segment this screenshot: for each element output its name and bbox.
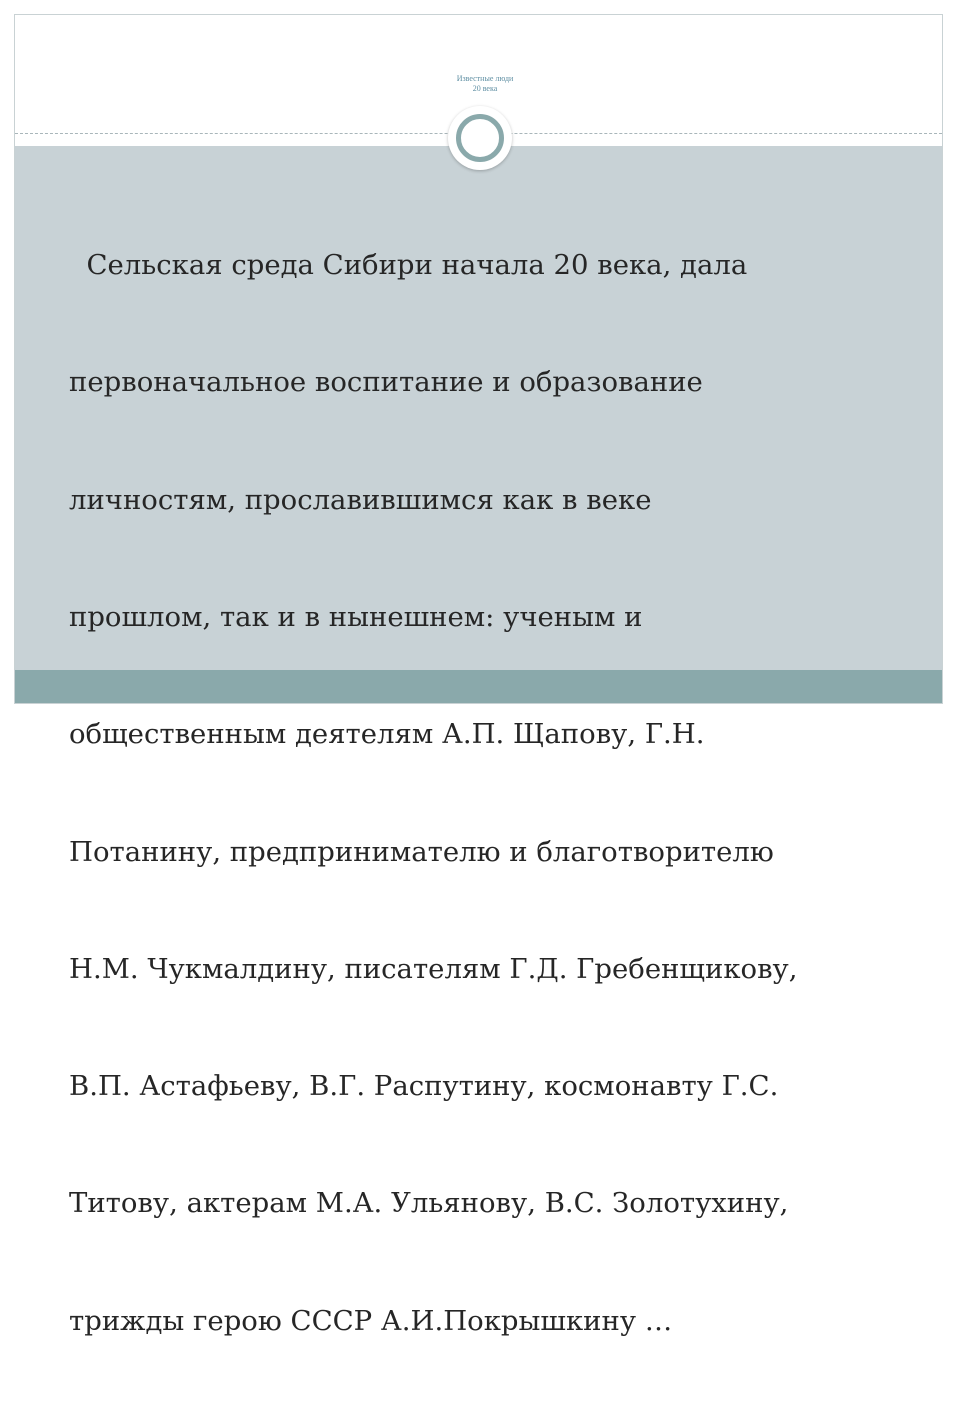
body-line: Н.М. Чукмалдину, писателям Г.Д. Гребенщикову, — [69, 952, 798, 985]
body-line: Потанину, предпринимателю и благотворителю — [69, 835, 774, 868]
body-line: личностям, прославившимся как в веке — [69, 483, 652, 516]
body-text — [69, 168, 929, 1419]
title-line-2: 20 века — [472, 84, 498, 93]
body-line: прошлом, так и в нынешнем: ученым и — [69, 601, 643, 634]
title-line-1: Известные люди — [456, 74, 514, 83]
body-line: Титову, актерам М.А. Ульянову, В.С. Золотухину, — [69, 1187, 789, 1220]
ring-inner — [456, 114, 504, 162]
body-line: Сельская среда Сибири начала 20 века, дала — [69, 249, 748, 282]
body-line: первоначальное воспитание и образование — [69, 366, 703, 399]
body-line: общественным деятелям А.П. Щапову, Г.Н. — [69, 718, 705, 751]
body-line: В.П. Астафьеву, В.Г. Распутину, космонавту Г.С. — [69, 1070, 779, 1103]
body-line: трижды герою СССР А.И.Покрышкину … — [69, 1304, 673, 1337]
slide-title — [420, 74, 550, 94]
ring-ornament-icon — [448, 106, 512, 170]
